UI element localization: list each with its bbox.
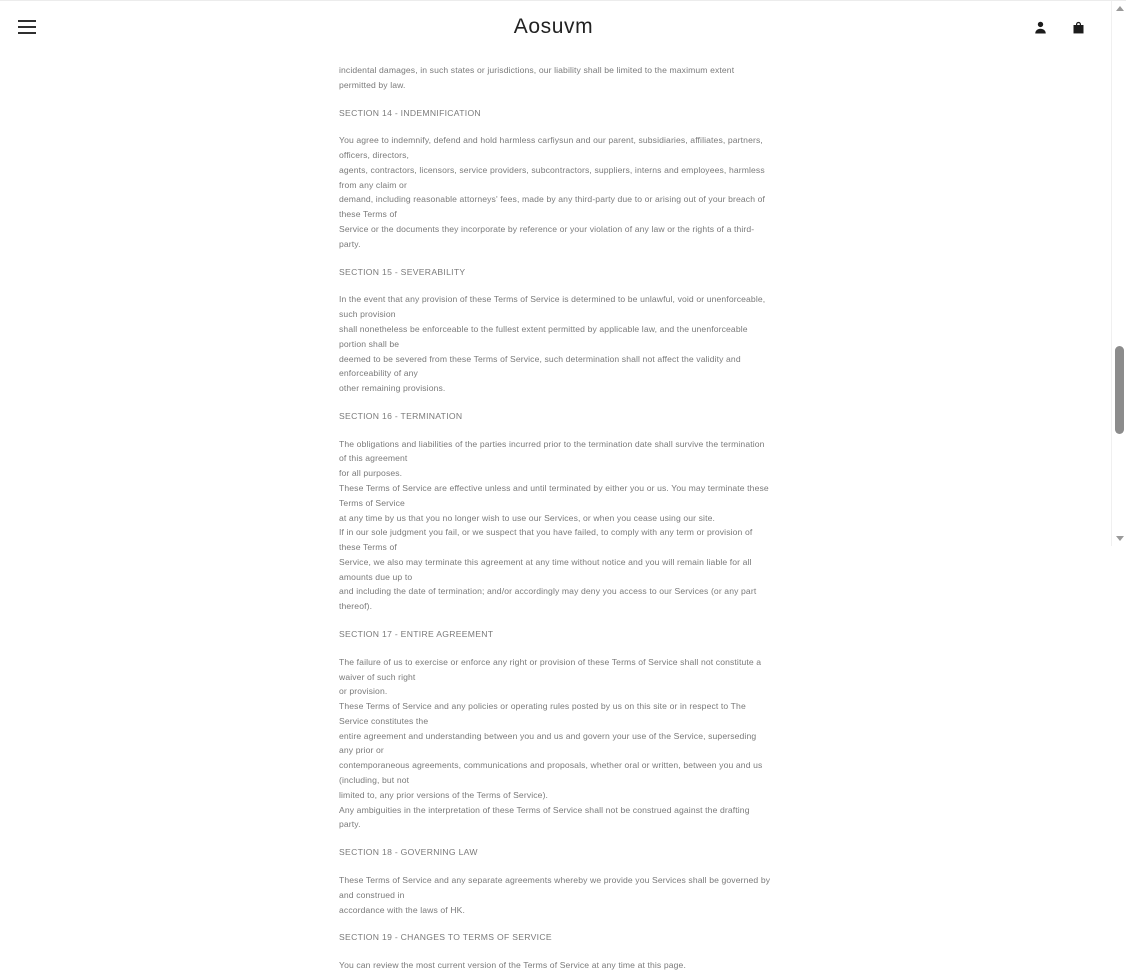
paragraph-line: In the event that any provision of these Terms of Service is determined to be unlawful, void or unenforceable, such provision	[339, 294, 766, 320]
section-paragraph	[339, 133, 771, 251]
paragraph-line: Any ambiguities in the interpretation of these Terms of Service shall not be construed against the drafting party.	[339, 804, 750, 830]
paragraph-line: You agree to indemnify, defend and hold harmless carfiysun and our parent, subsidiaries, affiliates, partners, officers, directors,	[339, 135, 763, 161]
paragraph-line: for all purposes.	[339, 468, 403, 479]
hamburger-line	[18, 26, 36, 28]
section-paragraph	[339, 292, 771, 395]
paragraph-line: Service, we also may terminate this agreement at any time without notice and you will remain liable for all amounts due up to	[339, 556, 752, 582]
page-main	[0, 63, 1107, 973]
terms-of-service-body	[339, 63, 771, 973]
paragraph-line: These Terms of Service and any separate agreements whereby we provide you Services shall be governed by and construed in	[339, 874, 771, 900]
scroll-down-arrow-glyph	[1116, 536, 1124, 541]
paragraph-line: The failure of us to exercise or enforce any right or provision of these Terms of Service shall not constitute a waiver of such right	[339, 656, 762, 682]
hamburger-menu-icon[interactable]	[14, 14, 40, 40]
site-logo	[0, 15, 1107, 39]
section-paragraph	[339, 873, 771, 917]
scroll-down-arrow-icon[interactable]	[1112, 531, 1126, 546]
paragraph-line: accordance with the laws of HK.	[339, 904, 466, 915]
header-actions	[1029, 16, 1089, 38]
paragraph-line: deemed to be severed from these Terms of Service, such determination shall not affect the validity and enforceability of any	[339, 353, 741, 379]
paragraph-line: limited to, any prior versions of the Terms of Service).	[339, 789, 549, 800]
scroll-up-arrow-icon[interactable]	[1112, 1, 1126, 16]
paragraph-line: contemporaneous agreements, communications and proposals, whether oral or written, between you and us (including, but not	[339, 760, 763, 786]
paragraph-line: shall nonetheless be enforceable to the fullest extent permitted by applicable law, and the unenforceable portion shall be	[339, 323, 748, 349]
section-heading: SECTION 19 - CHANGES TO TERMS OF SERVICE	[339, 932, 552, 943]
paragraph-line: agents, contractors, licensors, service providers, subcontractors, suppliers, interns and employees, harmless from any claim or	[339, 164, 765, 190]
paragraph-line: and including the date of termination; and/or accordingly may deny you access to our Services (or any part thereof).	[339, 586, 757, 612]
section-paragraph	[339, 655, 771, 832]
scrollbar-thumb[interactable]	[1115, 346, 1124, 434]
section-heading: SECTION 17 - ENTIRE AGREEMENT	[339, 629, 494, 639]
section-paragraph	[339, 437, 771, 614]
site-logo-link[interactable]: Aosuvm	[513, 15, 594, 38]
paragraph-line: If in our sole judgment you fail, or we suspect that you have failed, to comply with any term or provision of these Terms of	[339, 527, 753, 553]
paragraph-line: You can review the most current version of the Terms of Service at any time at this page.	[339, 960, 686, 971]
shopping-bag-icon[interactable]	[1067, 16, 1089, 38]
section-heading: SECTION 15 - SEVERABILITY	[339, 266, 466, 277]
paragraph-line: Service or the documents they incorporate by reference or your violation of any law or the rights of a third-party.	[339, 224, 755, 249]
account-person-icon[interactable]	[1029, 16, 1051, 38]
paragraph-line: demand, including reasonable attorneys' fees, made by any third-party due to or arising out of your breach of these Terms of	[339, 194, 766, 220]
scroll-up-arrow-glyph	[1116, 6, 1124, 11]
page-scrollbar[interactable]	[1111, 1, 1126, 546]
hamburger-line	[18, 20, 36, 22]
paragraph-line: The obligations and liabilities of the parties incurred prior to the termination date shall survive the termination of this agreement	[339, 438, 765, 464]
paragraph-line: other remaining provisions.	[339, 383, 446, 394]
paragraph-line: entire agreement and understanding between you and us and govern your use of the Service, superseding any prior or	[339, 730, 757, 756]
intro-tail-paragraph: incidental damages, in such states or jurisdictions, our liability shall be limited to the maximum extent permitted by law.	[339, 65, 735, 90]
paragraph-line: at any time by us that you no longer wish to use our Services, or when you cease using our site.	[339, 512, 715, 523]
section-paragraph	[339, 958, 771, 973]
paragraph-line: or provision.	[339, 686, 388, 697]
section-heading: SECTION 14 - INDEMNIFICATION	[339, 107, 481, 118]
hamburger-line	[18, 32, 36, 34]
section-heading: SECTION 16 - TERMINATION	[339, 410, 463, 421]
paragraph-line: These Terms of Service and any policies or operating rules posted by us on this site or in respect to The Service constitutes the	[339, 701, 746, 726]
site-header	[0, 1, 1107, 53]
section-heading: SECTION 18 - GOVERNING LAW	[339, 847, 478, 858]
paragraph-line: These Terms of Service are effective unless and until terminated by either you or us. You may terminate these Terms of Service	[339, 482, 769, 508]
